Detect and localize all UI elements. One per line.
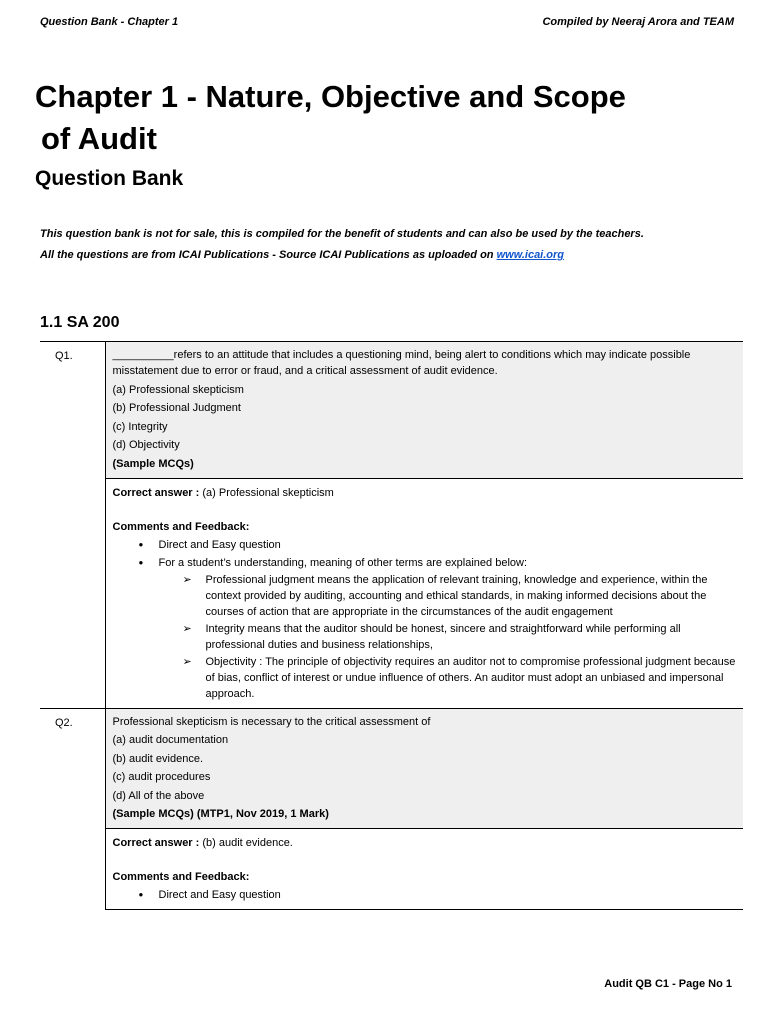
- chapter-title: [35, 76, 735, 160]
- question-number: Q2.: [40, 708, 105, 910]
- option: (a) audit documentation: [112, 734, 229, 746]
- option: (c) Integrity: [112, 420, 168, 433]
- question-row: [40, 708, 743, 829]
- question-table: [40, 341, 743, 910]
- question-row: [40, 342, 743, 479]
- question-source: (Sample MCQs): [112, 457, 194, 470]
- answer-row: [40, 829, 743, 910]
- running-header-right: Compiled by Neeraj Arora and TEAM: [542, 16, 734, 28]
- disclaimer-line1: This question bank is not for sale, this is compiled for the benefit of students and can also be used by the teachers.: [40, 228, 644, 240]
- comment-sub-bullet: ➢ Professional judgment means the application of relevant training, knowledge and experience, within the context provided by auditing, accounting and ethical standards, in making informed decisions about the courses of action that are appropriate in the circumstances of the audit engagement: [113, 572, 740, 620]
- question-text: __________refers to an attitude that includes a questioning mind, being alert to conditions which may indicate possible misstatement due to error or fraud, and a critical assessment of audit evidence.: [112, 349, 691, 377]
- correct-answer-label: Correct answer :: [112, 837, 200, 849]
- comment-bullet: ● Direct and Easy question: [113, 537, 740, 553]
- correct-answer: [113, 485, 740, 501]
- comment-sub-bullet: ➢ Objectivity : The principle of objectivity requires an auditor not to compromise professional judgment because of bias, conflict of interest or undue influence of others. An auditor must adopt an unbiased and impersonal approach.: [113, 654, 740, 702]
- correct-answer-value: (b) audit evidence.: [199, 837, 293, 849]
- option: (d) All of the above: [112, 789, 205, 802]
- document-subtitle: Question Bank: [35, 167, 184, 190]
- disclaimer-line2-text: All the questions are from ICAI Publications - Source ICAI Publications as uploaded on: [40, 249, 497, 261]
- running-header-left: Question Bank - Chapter 1: [40, 16, 179, 28]
- disclaimer: [40, 224, 760, 266]
- chapter-title-line2: of Audit: [41, 121, 157, 156]
- comments-label: Comments and Feedback:: [112, 520, 250, 533]
- question-source: (Sample MCQs) (MTP1, Nov 2019, 1 Mark): [112, 808, 329, 820]
- chapter-title-line1: Chapter 1 - Nature, Objective and Scope: [35, 79, 626, 114]
- question-number: Q1.: [40, 342, 105, 709]
- option: (c) audit procedures: [112, 771, 211, 783]
- correct-answer-value: (a) Professional skepticism: [199, 486, 334, 499]
- icai-link[interactable]: www.icai.org: [496, 249, 565, 261]
- answer-body: [105, 829, 743, 910]
- question-body: [105, 342, 743, 479]
- option: (a) Professional skepticism: [112, 383, 244, 396]
- page-footer: Audit QB C1 - Page No 1: [604, 978, 732, 990]
- comment-sub-bullet: ➢ Integrity means that the auditor should be honest, sincere and straightforward while performing all professional duties and business relationships,: [113, 621, 740, 653]
- answer-row: [40, 478, 743, 708]
- comment-bullet: ● Direct and Easy question: [113, 887, 740, 903]
- section-heading: 1.1 SA 200: [40, 314, 120, 331]
- answer-body: [105, 478, 743, 708]
- question-body: [105, 708, 743, 829]
- comments-label: Comments and Feedback:: [112, 871, 250, 883]
- option: (b) audit evidence.: [112, 752, 203, 765]
- question-text: Professional skepticism is necessary to the critical assessment of: [112, 715, 431, 728]
- correct-answer-label: Correct answer :: [112, 486, 200, 499]
- option: (d) Objectivity: [112, 439, 180, 451]
- correct-answer: [113, 835, 740, 851]
- disclaimer-line2: [40, 245, 760, 266]
- comment-bullet: ● For a student’s understanding, meaning of other terms are explained below:: [113, 555, 740, 571]
- option: (b) Professional Judgment: [112, 402, 241, 414]
